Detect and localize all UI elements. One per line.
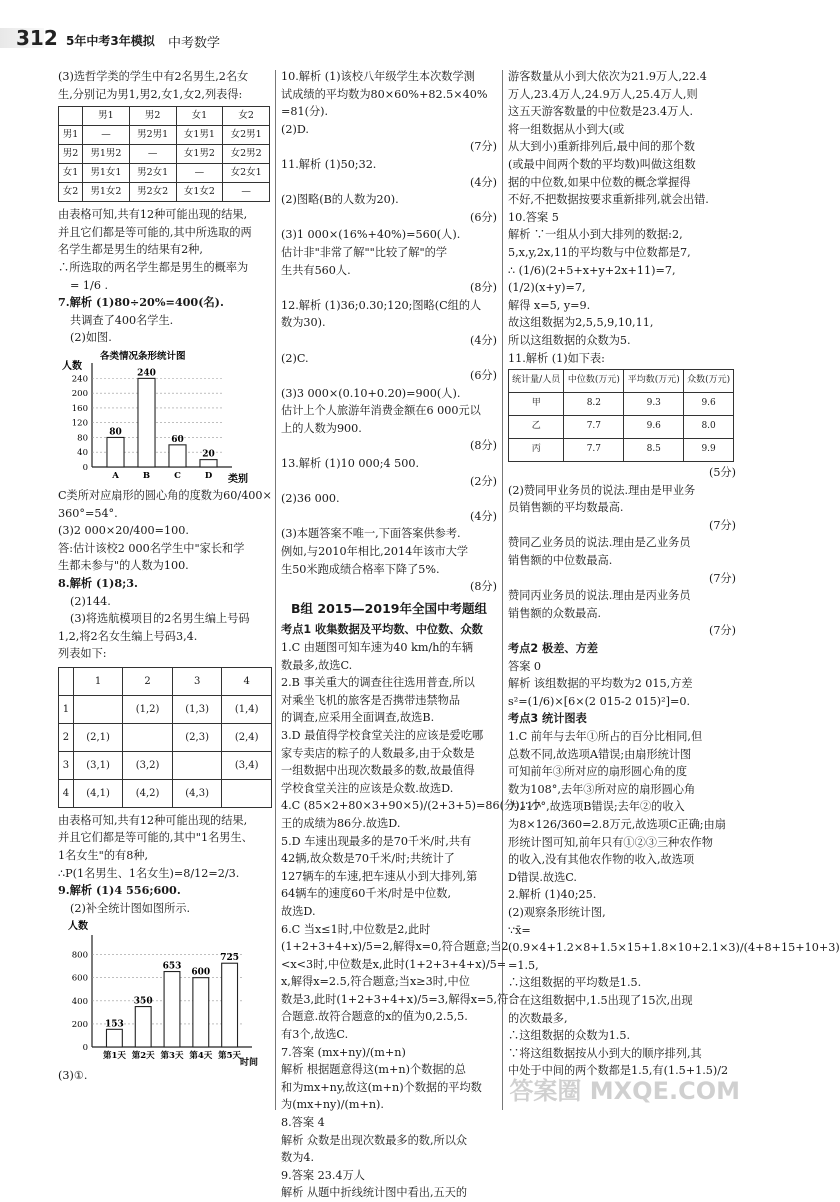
y-tick-label: 120 [71, 418, 88, 429]
text-line: 列表如下: [58, 647, 107, 661]
text-line: (3)3 000×(0.10+0.20)=900(人). [281, 386, 461, 400]
table-cell: 8.5 [624, 439, 684, 462]
table-cell: 9.6 [684, 393, 734, 416]
data-label: 80 [109, 427, 122, 438]
table-cell: 男2女1 [129, 164, 176, 183]
text-line: (2)D. [281, 122, 309, 136]
text-line: (7分) [708, 571, 736, 585]
text-line: 一组数据中出现次数最多的数,故最值得 [281, 764, 475, 778]
table-row [59, 183, 270, 202]
gender-table [58, 106, 270, 202]
table-cell: 男1 [83, 107, 130, 126]
table-cell: 女1 [59, 164, 83, 183]
text-line: 解析 根据题意得这(m+n)个数据的总 [281, 1063, 466, 1077]
text-line: 为8×126/360=2.8万元,故选项C正确;由扇 [508, 817, 726, 831]
text-line: (2)如图. [70, 331, 112, 345]
bar [106, 1030, 122, 1048]
text-line: (1/2)(x+y)=7, [508, 281, 586, 295]
text-line: ∵在这组数据中,1.5出现了15次,出现 [508, 993, 693, 1007]
text-line: 据的中位数,如果中位数的概念掌握得 [508, 175, 691, 189]
text-line: 游客数量从小到大依次为21.9万人,22.4 [508, 70, 707, 83]
text-line: =81(分). [281, 105, 329, 119]
sales-stats-table [508, 369, 734, 462]
y-tick-label: 160 [71, 403, 88, 414]
chart-title: 各类情况条形统计图 [100, 350, 186, 362]
text-line: (3)将选航模项目的2名男生编上号码 [70, 612, 250, 626]
text-line: (4分) [469, 333, 497, 347]
text-line: ∴P(1名男生、1名女生)=8/12=2/3. [58, 866, 240, 880]
table-row [509, 393, 734, 416]
text-line: 42辆,故众数是70千米/时;共统计了 [281, 852, 455, 866]
text-line: (1+2+3+4+x)/5=2,解得x=0,符合题意;当2 [281, 940, 509, 954]
text-line: 127辆车的车速,把车速从小到大排列,第 [281, 869, 478, 883]
table-cell: (4,3) [172, 779, 222, 807]
text-line: (2)观察条形统计图, [508, 905, 606, 919]
text-line: 故选D. [281, 904, 316, 918]
text-line: 11.解析 (1)如下表: [508, 351, 605, 365]
text-line: 解得 x=5, y=9. [508, 298, 591, 312]
text-line: 共调查了400名学生. [70, 313, 174, 327]
bar [193, 978, 209, 1047]
y-tick-label: 200 [71, 1020, 88, 1031]
text-line: 7.解析 (1)80÷20%=400(名). [58, 295, 224, 310]
table-cell: 统计量/人员 [509, 370, 564, 393]
text-line: 解析 众数是出现次数最多的数,所以众 [281, 1133, 468, 1147]
table-cell: 1 [73, 667, 123, 695]
table-cell: 1 [59, 695, 74, 723]
table-row [59, 667, 272, 695]
text-line: (2)C. [281, 351, 309, 365]
data-label: 600 [191, 968, 211, 979]
text-line: 中处于中间的两个数都是1.5,有(1.5+1.5)/2 [508, 1064, 729, 1078]
text-line: (7分) [708, 518, 736, 532]
table-cell: 4 [59, 779, 74, 807]
table-row [509, 370, 734, 393]
text-line: 可知前年③所对应的扇形圆心角的度 [508, 765, 688, 779]
data-label: 653 [162, 961, 182, 972]
table-row [509, 439, 734, 462]
table-cell: (2,1) [73, 723, 123, 751]
bar [107, 437, 124, 467]
table-cell: 女2男1 [223, 126, 270, 145]
y-tick-label: 40 [77, 448, 88, 459]
text-line: 数为108°,去年③所对应的扇形圆心角 [508, 782, 696, 796]
text-line: 销售额的众数最高. [508, 606, 602, 620]
table-cell [222, 779, 272, 807]
table-row [59, 723, 272, 751]
text-line: 360°=54°. [58, 506, 118, 520]
table-cell: 2 [59, 723, 74, 751]
text-line: 3.D 最值得学校食堂关注的应该是爱吃哪 [281, 728, 484, 742]
table-cell: 女2女1 [223, 164, 270, 183]
table-row [59, 164, 270, 183]
text-line: 的收入,没有其他农作物的收入,故选项 [508, 853, 695, 867]
text-line: 并且它们都是等可能的,其中所选取的两 [58, 225, 252, 239]
category-bar-chart [58, 347, 258, 487]
table-cell: 男1 [59, 126, 83, 145]
table-cell: (1,4) [222, 695, 272, 723]
text-line: ∴这组数据的平均数是1.5. [508, 976, 642, 990]
table-row [59, 145, 270, 164]
text-line: (6分) [469, 369, 497, 383]
text-line: (4分) [469, 175, 497, 189]
text-line: 9.答案 23.4万人 [281, 1168, 365, 1182]
data-label: 60 [171, 434, 184, 445]
text-line: 1,2,将2名女生编上号码3,4. [58, 629, 198, 643]
y-tick-label: 400 [71, 997, 88, 1008]
table-cell: (4,2) [123, 779, 173, 807]
text-line: (2)144. [70, 594, 111, 608]
table-cell: 9.9 [684, 439, 734, 462]
bar [138, 378, 155, 467]
text-line: ∵将这组数据按从小到大的顺序排列,其 [508, 1046, 702, 1060]
table-cell: (1,2) [123, 695, 173, 723]
text-line: 对乘坐飞机的旅客是否携带违禁物品 [281, 693, 461, 707]
column-3 [508, 68, 840, 1080]
text-line: 估计非"非常了解""比较了解"的学 [281, 245, 448, 259]
text-line: 上的人数为900. [281, 421, 362, 435]
table-cell: 男1女1 [83, 164, 130, 183]
text-line: 形统计图可知,前年只有①②③三种农作物 [508, 835, 713, 849]
table-cell [123, 723, 173, 751]
text-line: 5.D 车速出现最多的是70千米/时,共有 [281, 834, 472, 848]
table-row [59, 779, 272, 807]
text-line: ∴ (1/6)(2+5+x+y+2x+11)=7, [508, 263, 676, 277]
bar [135, 1007, 151, 1047]
text-line: (0.9×4+1.2×8+1.5×15+1.8×10+2.1×3)/(4+8+15+10+3) [508, 941, 840, 955]
text-line: 为117°,故选项B错误;去年②的收入 [508, 800, 685, 814]
probability-line: = 1/6 . [70, 278, 109, 292]
table-cell: 甲 [509, 393, 564, 416]
table-row [59, 126, 270, 145]
text-line: 答案 0 [508, 659, 542, 673]
table-cell: 男2 [59, 145, 83, 164]
watermark-logo: 答案圈 MXQE.COM [509, 1077, 740, 1105]
text-line: (3)2 000×20/400=100. [58, 524, 189, 538]
text-line: 1名女生"的有8种, [58, 849, 149, 863]
text-line: (3)①. [58, 1069, 88, 1083]
text-line: 2.B 事关重大的调查往往选用普查,所以 [281, 676, 475, 690]
table-cell: 女1 [176, 107, 223, 126]
text-line: 家专卖店的粽子的人数最多,由于众数是 [281, 746, 475, 760]
text-line: 将一组数据从小到大(或 [508, 122, 625, 136]
text-line: 估计上个人旅游年消费金额在6 000元以 [281, 404, 481, 418]
data-label: 725 [220, 953, 239, 964]
text-line: 故这组数据为2,5,5,9,10,11, [508, 316, 654, 330]
table-cell: (3,1) [73, 751, 123, 779]
daily-bar-chart [58, 917, 268, 1067]
x-tick-label: 第2天 [131, 1051, 155, 1062]
text-line: 7.答案 (mx+ny)/(m+n) [281, 1045, 406, 1059]
table-row [59, 751, 272, 779]
y-tick-label: 200 [71, 389, 88, 400]
x-tick-label: 第1天 [102, 1051, 126, 1062]
subject-title: 中考数学 [168, 36, 221, 51]
text-line: 从大到小)重新排列后,最中间的那个数 [508, 140, 695, 154]
text-line: 10.解析 (1)该校八年级学生本次数学测 [281, 70, 475, 83]
table-cell: (3,2) [123, 751, 173, 779]
text-line: 4.C (85×2+80×3+90×5)/(2+3+5)=86(分),∴小 [281, 799, 542, 813]
text-line: (2分) [469, 474, 497, 488]
table-cell [59, 667, 74, 695]
text-line: 数是3,此时(1+2+3+4+x)/5=3,解得x=5,符合 [281, 992, 520, 1006]
text-line: 有3个,故选C. [281, 1028, 349, 1042]
table-cell: 男1男2 [83, 145, 130, 164]
table-cell: (2,4) [222, 723, 272, 751]
text-line: 生共有560人. [281, 263, 351, 277]
text-line: x,解得x=2.5,符合题意;当x≥3时,中位 [281, 975, 470, 989]
table-row [59, 695, 272, 723]
page-number: 312 [16, 26, 58, 50]
x-tick-label: 第3天 [160, 1051, 184, 1062]
text-line: (3)本题答案不唯一,下面答案供参考. [281, 527, 461, 541]
text-line: 答:估计该校2 000名学生中"家长和学 [58, 541, 245, 555]
text-line: 1.C 前年与去年①所占的百分比相同,但 [508, 730, 703, 743]
text-line: (5分) [708, 466, 736, 480]
table-cell: 9.3 [624, 393, 684, 416]
text-line: 2.解析 (1)40;25. [508, 888, 597, 902]
text-line: 销售额的中位数最高. [508, 554, 613, 568]
table-row [509, 416, 734, 439]
text-line: (2)补全统计图如图所示. [70, 901, 191, 915]
x-tick-label: 第4天 [189, 1051, 213, 1062]
text-line: <x<3时,中位数是x,此时(1+2+3+4+x)/5= [281, 957, 507, 971]
table-cell: 3 [172, 667, 222, 695]
bar [222, 964, 238, 1048]
page-header [0, 0, 750, 60]
x-axis-label: 类别 [228, 473, 248, 485]
text-line: 的次数最多, [508, 1011, 568, 1025]
text-line: 解析 ∵一组从小到大排列的数据:2, [508, 228, 683, 242]
text-line: 试成绩的平均数为80×60%+82.5×40% [281, 87, 488, 101]
topic-heading: 考点1 收集数据及平均数、中位数、众数 [281, 623, 483, 637]
text-line: =1.5, [508, 958, 539, 972]
text-line: 6.C 当x≤1时,中位数是2,此时 [281, 922, 431, 936]
y-tick-label: 800 [71, 950, 88, 961]
text-line: ∴所选取的两名学生都是男生的概率为 [58, 260, 249, 274]
text-line: 这五天游客数量的中位数是23.4万人. [508, 105, 694, 119]
table-cell: 女2 [223, 107, 270, 126]
text-line: 解析 从题中折线统计图中看出,五天的 [281, 1186, 468, 1200]
table-cell: (1,3) [172, 695, 222, 723]
text-line: 8.答案 4 [281, 1116, 325, 1130]
data-label: 20 [202, 449, 215, 460]
table-cell: 3 [59, 751, 74, 779]
table-cell: 4 [222, 667, 272, 695]
table-cell: 乙 [509, 416, 564, 439]
text-line: 为(mx+ny)/(m+n). [281, 1098, 384, 1112]
text-line: (8分) [469, 281, 497, 295]
text-line: (或最中间两个数的平均数)叫做这组数 [508, 157, 696, 171]
text-line: 赞同丙业务员的说法.理由是丙业务员 [508, 589, 691, 603]
text-line: (2)图略(B的人数为20). [281, 193, 399, 207]
column-1 [58, 68, 272, 1085]
table-row [59, 107, 270, 126]
x-tick-label: C [174, 470, 181, 481]
text-line: 12.解析 (1)36;0.30;120;图略(C组的人 [281, 298, 482, 312]
text-line: 总数不同,故选项A错误;由扇形统计图 [508, 747, 692, 761]
table-cell [172, 751, 222, 779]
text-line: 解析 该组数据的平均数为2 015,方差 [508, 677, 693, 691]
x-axis-label: 时间 [240, 1058, 259, 1069]
bar [200, 460, 217, 467]
pairing-table [58, 667, 272, 808]
table-cell: 中位数(万元) [564, 370, 624, 393]
table-cell: 女1男2 [176, 145, 223, 164]
y-tick-label: 80 [77, 433, 88, 444]
text-line: 学校食堂关注的应该是众数.故选D. [281, 781, 454, 795]
text-line: 例如,与2010年相比,2014年该市大学 [281, 545, 469, 559]
table-cell: (2,3) [172, 723, 222, 751]
text-line: (3)选哲学类的学生中有2名男生,2名女 [58, 70, 249, 83]
text-line: ∵x̄= [508, 923, 531, 937]
x-tick-label: D [204, 470, 213, 481]
table-cell: 8.0 [684, 416, 734, 439]
y-tick-label: 0 [82, 1043, 88, 1054]
table-cell [59, 107, 83, 126]
table-cell: 2 [123, 667, 173, 695]
table-cell: 女2 [59, 183, 83, 202]
text-line: 并且它们都是等可能的,其中"1名男生、 [58, 831, 253, 845]
table-cell [73, 695, 123, 723]
text-line: (8分) [469, 439, 497, 453]
text-line: 和为mx+ny,故这(m+n)个数据的平均数 [281, 1080, 482, 1094]
column-divider-1 [275, 70, 276, 1110]
text-line: 数最多,故选C. [281, 658, 353, 672]
x-tick-label: A [112, 470, 119, 481]
y-axis-label: 人数 [62, 360, 82, 372]
text-line: 员销售额的平均数最高. [508, 501, 624, 515]
table-cell: 男2女2 [129, 183, 176, 202]
table-cell: — [176, 164, 223, 183]
text-line: (7分) [469, 140, 497, 154]
text-line: 生,分别记为男1,男2,女1,女2,列表得: [58, 87, 243, 101]
text-line: (8分) [469, 580, 497, 594]
table-cell: 男1女2 [83, 183, 130, 202]
text-line: (4分) [469, 509, 497, 523]
table-cell: 男2男1 [129, 126, 176, 145]
table-cell: 8.2 [564, 393, 624, 416]
text-line: 所以这组数据的众数为5. [508, 333, 631, 347]
text-line: 数为30). [281, 316, 326, 330]
text-line: s²=(1/6)×[6×(2 015-2 015)²]=0. [508, 694, 691, 708]
text-line: 由表格可知,共有12种可能出现的结果, [58, 208, 248, 222]
text-line: (7分) [708, 624, 736, 638]
y-axis-label: 人数 [68, 921, 88, 933]
column-divider-2 [502, 70, 503, 1110]
data-label: 350 [133, 996, 153, 1007]
topic-heading: 考点2 极差、方差 [508, 642, 598, 656]
table-cell: (3,4) [222, 751, 272, 779]
text-line: 数为4. [281, 1151, 315, 1165]
y-tick-label: 600 [71, 974, 88, 985]
text-line: 不好,不把数据按要求重新排列,就会出错. [508, 193, 709, 207]
table-cell: 女1男1 [176, 126, 223, 145]
bar [164, 972, 180, 1047]
table-cell: 女2男2 [223, 145, 270, 164]
table-cell: 男2 [129, 107, 176, 126]
text-line: 王的成绩为86分.故选D. [281, 816, 401, 830]
table-cell: 女1女2 [176, 183, 223, 202]
text-line: (2)36 000. [281, 492, 340, 506]
text-line: 64辆车的速度60千米/时是中位数, [281, 887, 452, 901]
table-cell: — [223, 183, 270, 202]
text-line: (6分) [469, 210, 497, 224]
text-line: 1.C 由题图可知车速为40 km/h的车辆 [281, 641, 474, 654]
table-cell: 9.6 [624, 416, 684, 439]
table-cell: 众数(万元) [684, 370, 734, 393]
y-tick-label: 0 [82, 462, 88, 473]
table-cell: 7.7 [564, 439, 624, 462]
table-cell: 丙 [509, 439, 564, 462]
y-tick-label: 240 [71, 374, 88, 385]
text-line: (2)赞同甲业务员的说法.理由是甲业务 [508, 483, 696, 497]
table-cell: — [129, 145, 176, 164]
table-cell: 7.7 [564, 416, 624, 439]
text-line: 名学生都是男生的结果有2种, [58, 243, 203, 257]
text-line: 赞同乙业务员的说法.理由是乙业务员 [508, 536, 691, 550]
text-line: 生50米跑成绩合格率下降了5%. [281, 562, 440, 576]
data-label: 240 [137, 368, 156, 379]
table-cell: — [83, 126, 130, 145]
x-tick-label: 第5天 [218, 1051, 242, 1062]
text-line: D错误.故选C. [508, 870, 577, 884]
text-line: C类所对应扇形的圆心角的度数为60/400× [58, 488, 272, 502]
x-tick-label: B [142, 470, 151, 481]
text-line: 生都未参与"的人数为100. [58, 559, 189, 573]
text-line: 11.解析 (1)50;32. [281, 157, 377, 171]
data-label: 153 [105, 1019, 124, 1030]
text-line: 由表格可知,共有12种可能出现的结果, [58, 813, 248, 827]
text-line: 13.解析 (1)10 000;4 500. [281, 457, 420, 471]
table-cell: (4,1) [73, 779, 123, 807]
text-line: 5,x,y,2x,11的平均数与中位数都是7, [508, 245, 691, 259]
bar [169, 445, 186, 467]
text-line: 合题意.故符合题意的x的值为0,2.5,5. [281, 1010, 468, 1024]
text-line: 9.解析 (1)4 556;600. [58, 883, 181, 898]
book-title: 5年中考3年模拟 [66, 34, 155, 48]
text-line: 万人,23.4万人,24.9万人,25.4万人,则 [508, 87, 698, 101]
text-line: ∴这组数据的众数为1.5. [508, 1029, 631, 1043]
table-cell: 平均数(万元) [624, 370, 684, 393]
text-line: (3)1 000×(16%+40%)=560(人). [281, 228, 461, 242]
topic-heading: 考点3 统计图表 [508, 712, 587, 726]
group-heading: B组 2015—2019年全国中考题组 [291, 600, 487, 616]
text-line: 10.答案 5 [508, 210, 559, 224]
text-line: 的调查,应采用全面调查,故选B. [281, 711, 435, 725]
text-line: 8.解析 (1)8;3. [58, 575, 138, 590]
